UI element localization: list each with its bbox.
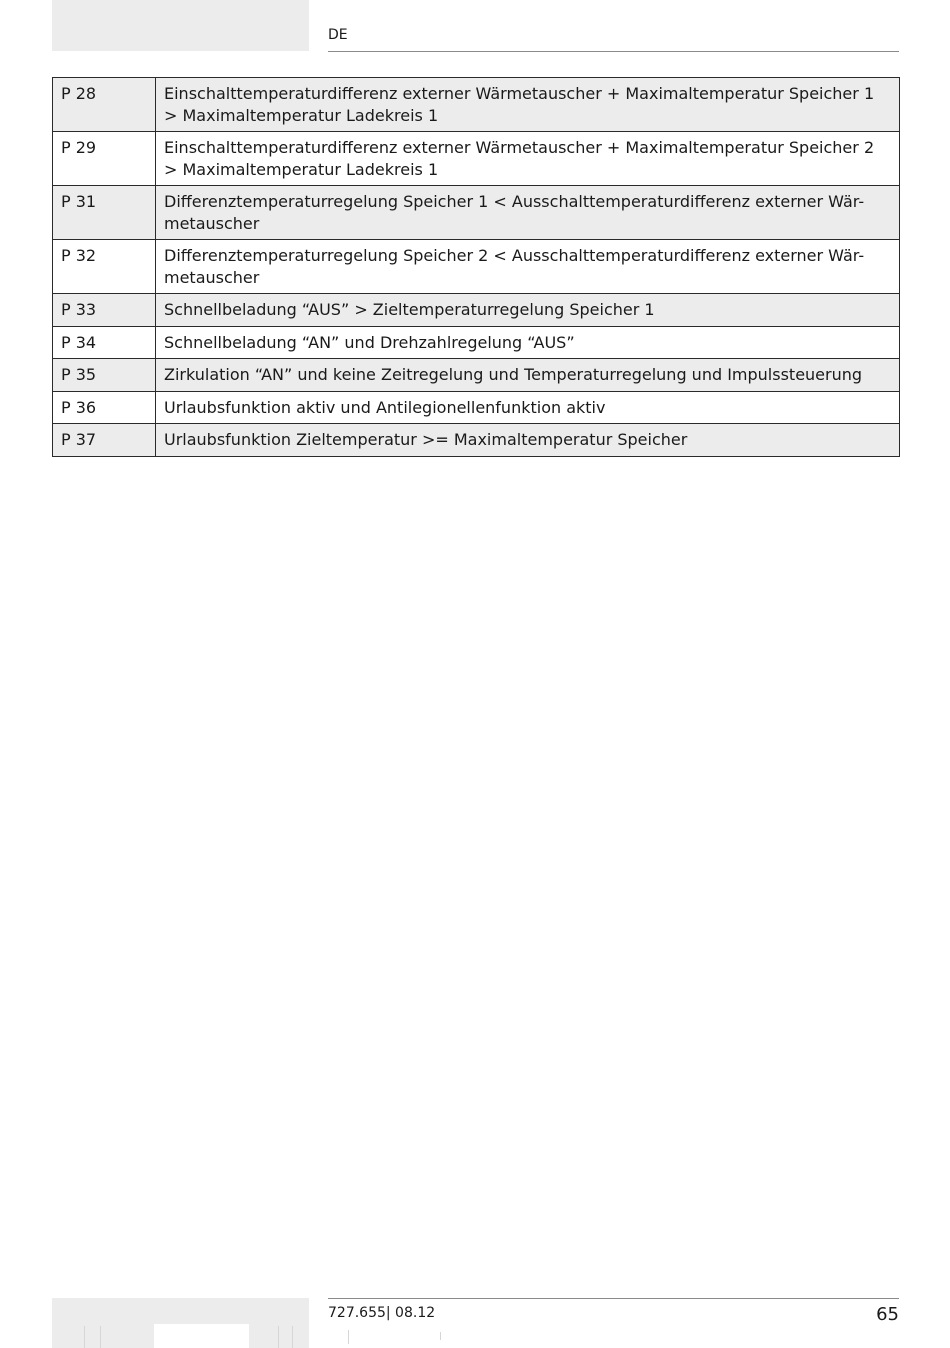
footer-tick-mark: [278, 1326, 279, 1348]
footer-tick-mark: [348, 1330, 349, 1344]
row-description: Schnellbeladung “AUS” > Zieltemperaturregelung Speicher 1: [156, 294, 900, 327]
row-code: P 28: [53, 78, 156, 132]
footer-divider: [328, 1298, 899, 1299]
row-description: Differenztemperaturregelung Speicher 2 < Ausschalttemperaturdifferenz externer Wär- metauscher: [156, 240, 900, 294]
table-row: [53, 424, 900, 457]
table-row: [53, 186, 900, 240]
row-description: Urlaubsfunktion aktiv und Antilegionellenfunktion aktiv: [156, 391, 900, 424]
row-code: P 35: [53, 359, 156, 392]
table-row: [53, 391, 900, 424]
footer-tick-mark: [440, 1332, 441, 1340]
footer-white-notch: [154, 1324, 249, 1348]
header-divider: [328, 51, 899, 52]
header-gray-block: [52, 0, 309, 51]
row-code: P 31: [53, 186, 156, 240]
row-description: Urlaubsfunktion Zieltemperatur >= Maximaltemperatur Speicher: [156, 424, 900, 457]
row-code: P 33: [53, 294, 156, 327]
row-description: Zirkulation “AN” und keine Zeitregelung und Temperaturregelung und Impulssteuerung: [156, 359, 900, 392]
row-description: Schnellbeladung “AN” und Drehzahlregelung “AUS”: [156, 326, 900, 359]
row-code: P 32: [53, 240, 156, 294]
footer-tick-mark: [84, 1326, 85, 1348]
table-row: [53, 294, 900, 327]
row-code: P 29: [53, 132, 156, 186]
parameter-table: [52, 77, 900, 457]
table-row: [53, 359, 900, 392]
table-row: [53, 132, 900, 186]
table-row: [53, 326, 900, 359]
row-code: P 36: [53, 391, 156, 424]
row-description: Differenztemperaturregelung Speicher 1 < Ausschalttemperaturdifferenz externer Wär- metauscher: [156, 186, 900, 240]
row-description: Einschalttemperaturdifferenz externer Wärmetauscher + Maximaltemperatur Speicher 1 > Maximaltemperatur Ladekreis 1: [156, 78, 900, 132]
row-code: P 37: [53, 424, 156, 457]
document-number: 727.655| 08.12: [328, 1305, 436, 1321]
header-language: DE: [328, 27, 348, 43]
footer-tick-mark: [100, 1326, 101, 1348]
row-code: P 34: [53, 326, 156, 359]
table-row: [53, 240, 900, 294]
row-description: Einschalttemperaturdifferenz externer Wärmetauscher + Maximaltemperatur Speicher 2 > Maximaltemperatur Ladekreis 1: [156, 132, 900, 186]
page-number: 65: [876, 1304, 899, 1325]
footer-tick-mark: [292, 1326, 293, 1348]
table-row: [53, 78, 900, 132]
